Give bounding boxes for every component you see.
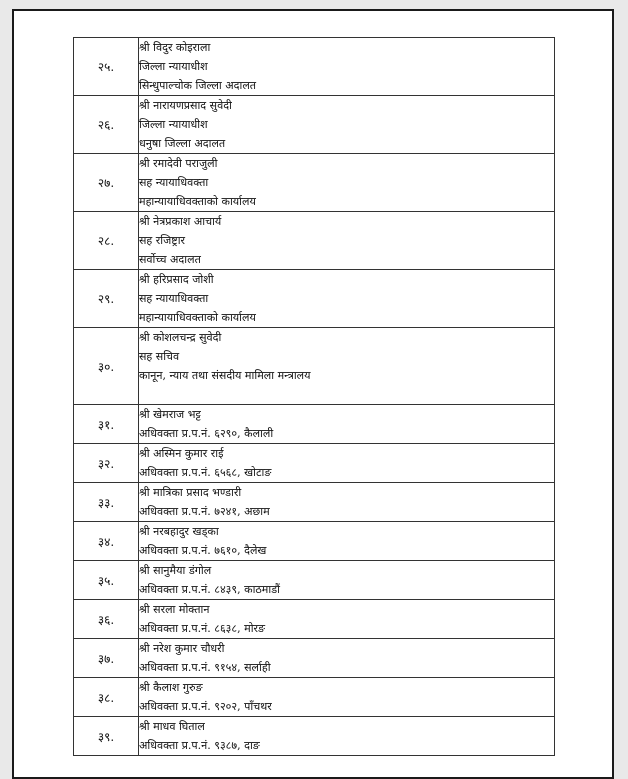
entry-detail-line: अधिवक्ता प्र.प.नं. ६५६८, खोटाङ (139, 466, 272, 479)
table-row (74, 600, 555, 639)
table-row (74, 678, 555, 717)
entry-detail-line: अधिवक्ता प्र.प.नं. ६२९०, कैलाली (139, 427, 274, 440)
entry-number: ३१. (74, 405, 139, 444)
entry-number: ३५. (74, 561, 139, 600)
table-row (74, 328, 555, 405)
entry-detail-line: जिल्ला न्यायाधीश (139, 118, 208, 131)
entry-details (139, 444, 555, 483)
entry-detail-line: जिल्ला न्यायाधीश (139, 60, 208, 73)
entry-detail-line: श्री नेत्रप्रकाश आचार्य (139, 215, 222, 228)
entry-details (139, 717, 555, 756)
entry-detail-line: अधिवक्ता प्र.प.नं. ९१५४, सर्लाही (139, 661, 271, 674)
table-row (74, 96, 555, 154)
entry-number: २८. (74, 212, 139, 270)
document-page (12, 9, 614, 779)
entry-details (139, 483, 555, 522)
table-row (74, 154, 555, 212)
entry-details (139, 96, 555, 154)
entry-details (139, 678, 555, 717)
entry-detail-line: श्री खेमराज भट्ट (139, 408, 201, 421)
entry-number: ३७. (74, 639, 139, 678)
entry-number: ३९. (74, 717, 139, 756)
entry-details (139, 600, 555, 639)
table-row (74, 444, 555, 483)
entry-detail-line: महान्यायाधिवक्ताको कार्यालय (139, 311, 256, 324)
entry-detail-line: सह न्यायाधिवक्ता (139, 176, 209, 189)
entry-detail-line: सिन्धुपाल्चोक जिल्ला अदालत (139, 79, 257, 92)
entry-details (139, 328, 555, 405)
entry-detail-line: अधिवक्ता प्र.प.नं. ८४३९, काठमाडौं (139, 583, 280, 596)
table-row (74, 38, 555, 96)
entry-number: ३२. (74, 444, 139, 483)
table-row (74, 717, 555, 756)
entry-details (139, 561, 555, 600)
entry-detail-line: सह रजिष्ट्रार (139, 234, 186, 247)
entry-detail-line: श्री सरला मोक्तान (139, 603, 210, 616)
entry-detail-line: अधिवक्ता प्र.प.नं. ९३८७, दाङ (139, 739, 260, 752)
entry-details (139, 38, 555, 96)
table-row (74, 405, 555, 444)
entry-number: ३४. (74, 522, 139, 561)
entry-detail-line: श्री विदुर कोइराला (139, 41, 211, 54)
entry-detail-line: धनुषा जिल्ला अदालत (139, 137, 226, 150)
entry-detail-line: सह न्यायाधिवक्ता (139, 292, 209, 305)
entry-detail-line: श्री सानुमैया डंगोल (139, 564, 212, 577)
entry-detail-line: अधिवक्ता प्र.प.नं. ७२४१, अछाम (139, 505, 270, 518)
entry-number: २९. (74, 270, 139, 328)
entry-detail-line: अधिवक्ता प्र.प.नं. ९२०२, पाँचथर (139, 700, 272, 713)
table-row (74, 483, 555, 522)
entry-detail-line: श्री नरेश कुमार चौधरी (139, 642, 225, 655)
member-list-table (73, 37, 555, 756)
entry-detail-line: महान्यायाधिवक्ताको कार्यालय (139, 195, 256, 208)
entry-detail-line: श्री नारायणप्रसाद सुवेदी (139, 99, 232, 112)
entry-details (139, 405, 555, 444)
entry-details (139, 212, 555, 270)
entry-detail-line: श्री अस्मिन कुमार राई (139, 447, 224, 460)
entry-detail-line (139, 385, 554, 404)
table-row (74, 212, 555, 270)
entry-detail-line: सह सचिव (139, 350, 180, 363)
entry-detail-line: अधिवक्ता प्र.प.नं. ८६३८, मोरङ (139, 622, 266, 635)
entry-number: २७. (74, 154, 139, 212)
entry-details (139, 154, 555, 212)
entry-number: २५. (74, 38, 139, 96)
entry-detail-line: श्री मात्रिका प्रसाद भण्डारी (139, 486, 242, 499)
table-row (74, 639, 555, 678)
entry-details (139, 270, 555, 328)
entry-detail-line: श्री हरिप्रसाद जोशी (139, 273, 214, 286)
entry-number: २६. (74, 96, 139, 154)
table-row (74, 522, 555, 561)
entry-number: ३८. (74, 678, 139, 717)
entry-detail-line: कानून, न्याय तथा संसदीय मामिला मन्त्रालय (139, 369, 311, 382)
entry-details (139, 522, 555, 561)
member-list-body (74, 38, 555, 756)
entry-details (139, 639, 555, 678)
entry-detail-line: श्री कोशलचन्द्र सुवेदी (139, 331, 222, 344)
entry-detail-line: सर्वोच्च अदालत (139, 253, 201, 266)
entry-detail-line: श्री कैलाश गुरुङ (139, 681, 203, 694)
entry-number: ३०. (74, 328, 139, 405)
entry-detail-line: श्री रमादेवी पराजुली (139, 157, 218, 170)
entry-detail-line: श्री नरबहादुर खड्का (139, 525, 219, 538)
entry-number: ३६. (74, 600, 139, 639)
table-row (74, 561, 555, 600)
table-row (74, 270, 555, 328)
entry-detail-line: अधिवक्ता प्र.प.नं. ७६१०, दैलेख (139, 544, 267, 557)
entry-detail-line: श्री माधव घिताल (139, 720, 205, 733)
entry-number: ३३. (74, 483, 139, 522)
